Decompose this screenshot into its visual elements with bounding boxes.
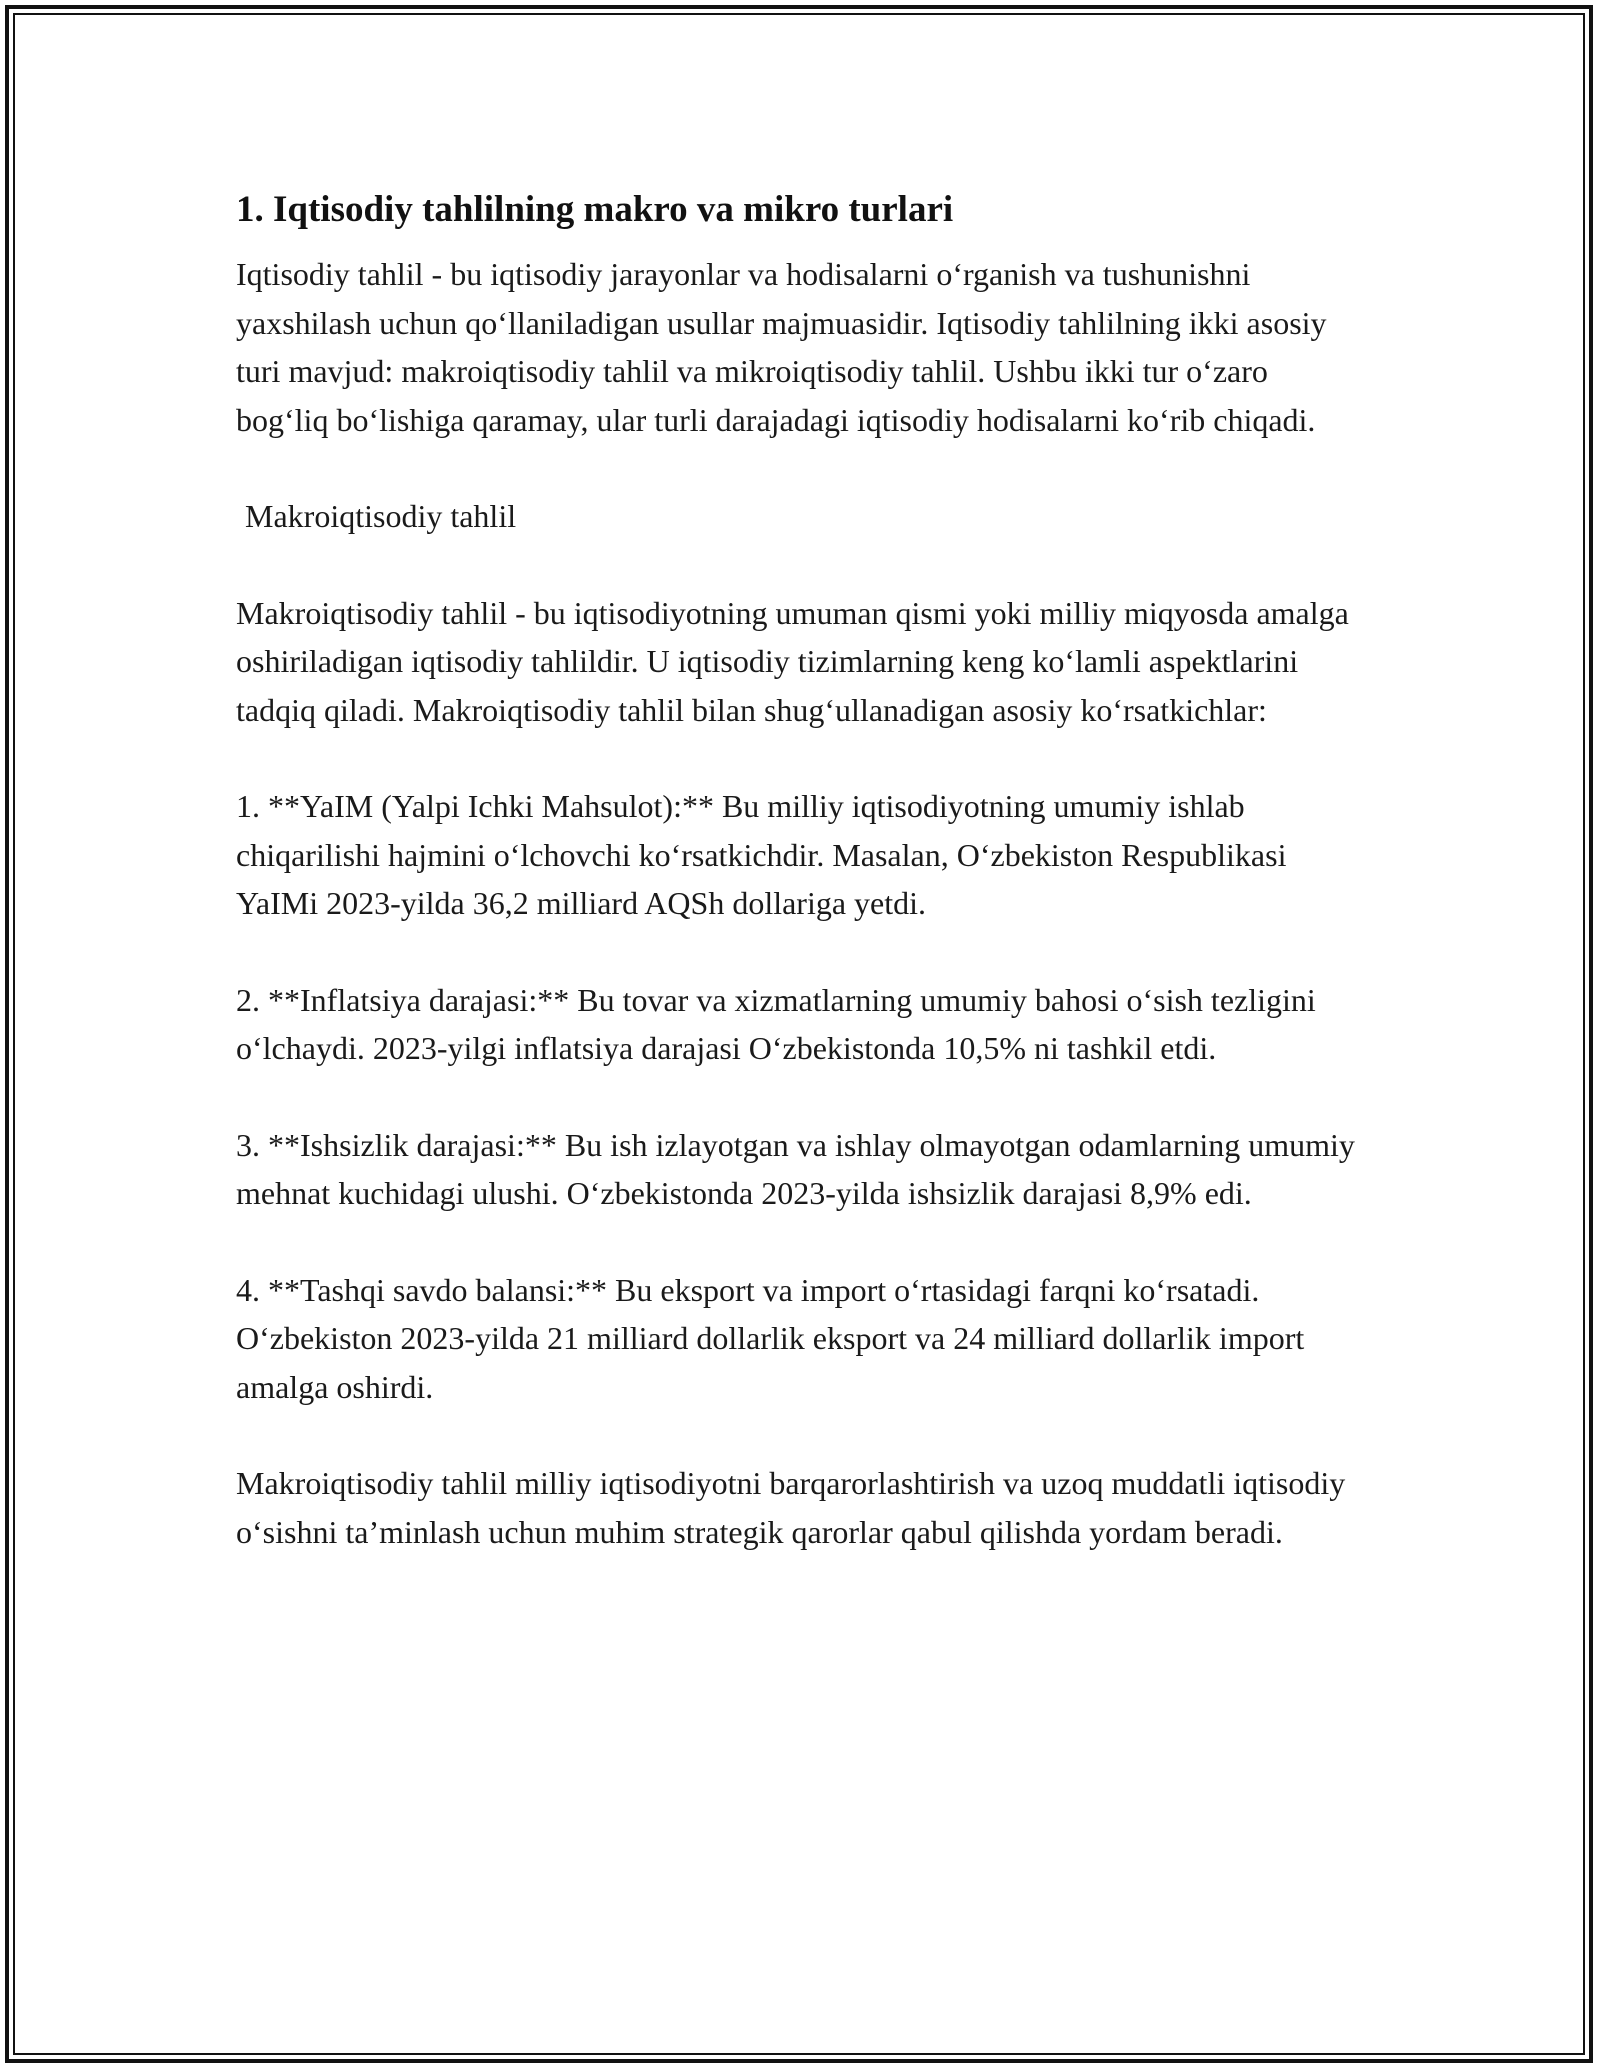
list-item-inflation: 2. **Inflatsiya darajasi:** Bu tovar va xizmatlarning umumiy bahosi o‘sish tezligini o‘lchaydi. 2023-yilgi inflatsiya darajasi O‘zbekistonda 10,5% ni tashkil etdi.: [236, 981, 1316, 1066]
list-item-gdp: 1. **YaIM (Yalpi Ichki Mahsulot):** Bu milliy iqtisodiyotning umumiy ishlab chiqarilishi hajmini o‘lchovchi ko‘rsatkichdir. Masalan, O‘zbekiston Respublikasi YaIMi 2023-yilda 36,2 milliard AQSh dollariga yetdi.: [236, 788, 1287, 921]
section-heading: 1. Iqtisodiy tahlilning makro va mikro turlari: [236, 189, 954, 230]
document-body: [236, 186, 1366, 1556]
subsection-heading: Makroiqtisodiy tahlil: [245, 498, 517, 534]
list-item-trade-balance: 4. **Tashqi savdo balansi:** Bu eksport va import o‘rtasidagi farqni ko‘rsatadi. O‘zbekiston 2023-yilda 21 milliard dollarlik eksport va 24 milliard dollarlik import amalga oshirdi.: [236, 1271, 1305, 1405]
list-item-unemployment: 3. **Ishsizlik darajasi:** Bu ish izlayotgan va ishlay olmayotgan odamlarning umumiy mehnat kuchidagi ulushi. O‘zbekistonda 2023-yilda ishsizlik darajasi 8,9% edi.: [236, 1126, 1355, 1211]
macro-intro-paragraph: Makroiqtisodiy tahlil - bu iqtisodiyotning umuman qismi yoki milliy miqyosda amalga oshiriladigan iqtisodiy tahlildir. U iqtisodiy tizimlarning keng ko‘lamli aspektlarini tadqiq qiladi. Makroiqtisodiy tahlil bilan shug‘ullanadigan asosiy ko‘rsatkichlar:: [236, 594, 1349, 728]
conclusion-paragraph: Makroiqtisodiy tahlil milliy iqtisodiyotni barqarorlashtirish va uzoq muddatli iqtisodiy o‘sishni ta’minlash uchun muhim strategik qarorlar qabul qilishda yordam beradi.: [236, 1465, 1346, 1550]
intro-paragraph: Iqtisodiy tahlil - bu iqtisodiy jarayonlar va hodisalarni o‘rganish va tushunishni yaxshilash uchun qo‘llaniladigan usullar majmuasidir. Iqtisodiy tahlilning ikki asosiy turi mavjud: makroiqtisodiy tahlil va mikroiqtisodiy tahlil. Ushbu ikki tur o‘zaro bog‘liq bo‘lishiga qaramay, ular turli darajadagi iqtisodiy hodisalarni ko‘rib chiqadi.: [236, 256, 1327, 438]
